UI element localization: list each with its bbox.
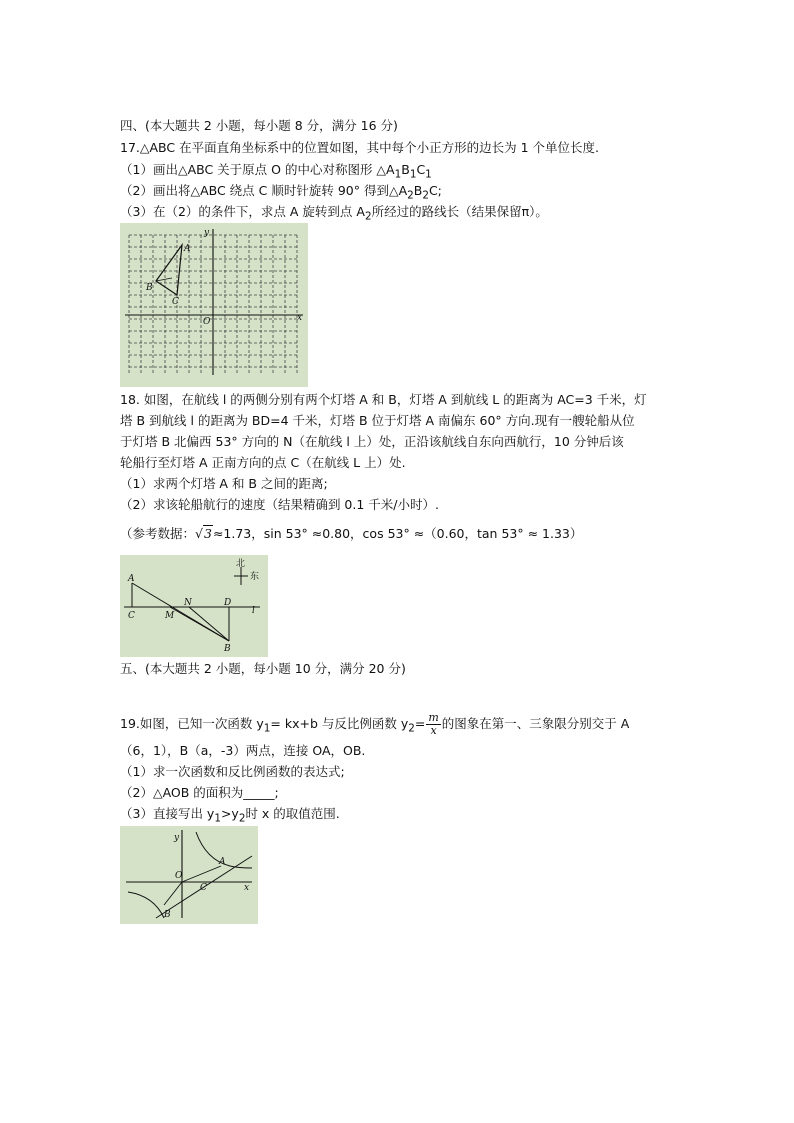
q18-part2: （2）求该轮船航行的速度（结果精确到 0.1 千米/小时）. [120,497,439,512]
label-c: C [200,883,207,893]
triangle-abc [156,245,182,295]
q19-svg [120,826,258,924]
segment-nb [189,607,229,641]
q19-function-figure [120,826,258,924]
label-y: y [204,228,210,238]
q18-line2: 塔 B 到航线 l 的距离为 BD=4 千米，灯塔 B 位于灯塔 A 南偏东 60° 方向.现有一艘轮船从位 [120,413,635,428]
label-x: x [244,883,250,893]
q18-line1: 18. 如图，在航线 l 的两侧分别有两个灯塔 A 和 B，灯塔 A 到航线 L 的距离为 AC=3 千米，灯 [120,392,647,407]
sqrt-symbol: √3 [195,526,212,541]
label-m: M [165,611,175,621]
label-a: A [184,244,191,254]
q17-part3: （3）在（2）的条件下，求点 A 旋转到点 $A_2$所经过的路线长（结果保留π）。 [120,204,548,223]
label-b: B [224,644,231,654]
label-o: O [175,871,183,881]
q19-part3: （3）直接写出 $y_1>y_2$时 x 的取值范围. [120,806,340,825]
q19-line1: 19.如图，已知一次函数 $y_1= kx+b$ 与反比例函数 $y_2=$ $\frac{m}{x}$ 的图象在第一、三象限分别交于 A [120,711,630,737]
label-a: A [219,857,226,867]
label-o: O [203,317,211,327]
hyperbola-branch-third-quadrant [128,892,164,918]
label-b: B [164,910,171,920]
section-heading-5: 五、(本大题共 2 小题，每小题 10 分，满分 20 分) [120,661,406,676]
label-n: N [184,598,192,608]
q18-line3: 于灯塔 B 北偏西 53° 方向的 N（在航线 l 上）处，正沿该航线自东向西航行，10 分钟后该 [120,434,624,449]
q17-part1: （1）画出△ABC 关于原点 O 的中心对称图形 $\triangle A_1B_1C_1$ [120,162,432,181]
label-y: y [174,833,180,843]
q18-reference-data: （参考数据：√3≈1.73，sin 53° ≈0.80，cos 53° ≈（0.60，tan 53° ≈ 1.33） [120,526,583,541]
label-north: 北 [236,559,246,569]
q17-grid-svg [120,223,308,387]
section-heading-4: 四、(本大题共 2 小题，每小题 8 分，满分 16 分) [120,118,398,133]
q18-line4: 轮船行至灯塔 A 正南方向的点 C（在航线 L 上）处. [120,455,406,470]
q19-part1: （1）求一次函数和反比例函数的表达式; [120,764,345,779]
label-c: C [128,611,135,621]
label-d: D [224,598,232,608]
label-x: x [297,313,303,323]
label-a: A [128,574,135,584]
label-c: C [172,297,179,307]
segment-mb [170,607,229,641]
segment-ob [164,882,182,905]
q17-stem: 17.△ABC 在平面直角坐标系中的位置如图，其中每个小正方形的边长为 1 个单位长度. [120,140,599,155]
q18-navigation-figure [120,555,268,657]
q17-grid-figure [120,223,308,387]
q18-part1: （1）求两个灯塔 A 和 B 之间的距离; [120,476,328,491]
q17-part2: （2）画出将△ABC 绕点 C 顺时针旋转 90° 得到$\triangle A_2B_2C$; [120,183,442,202]
label-east: 东 [250,572,260,582]
fraction-m-over-x: $\frac{m}{x}$ [428,711,439,737]
label-b: B [146,283,153,293]
q19-part2: （2）△AOB 的面积为_____; [120,785,279,800]
label-l: l [252,606,255,616]
q18-svg [120,555,268,657]
q19-line2: （6，1），B（a，-3）两点，连接 OA，OB. [120,743,366,758]
